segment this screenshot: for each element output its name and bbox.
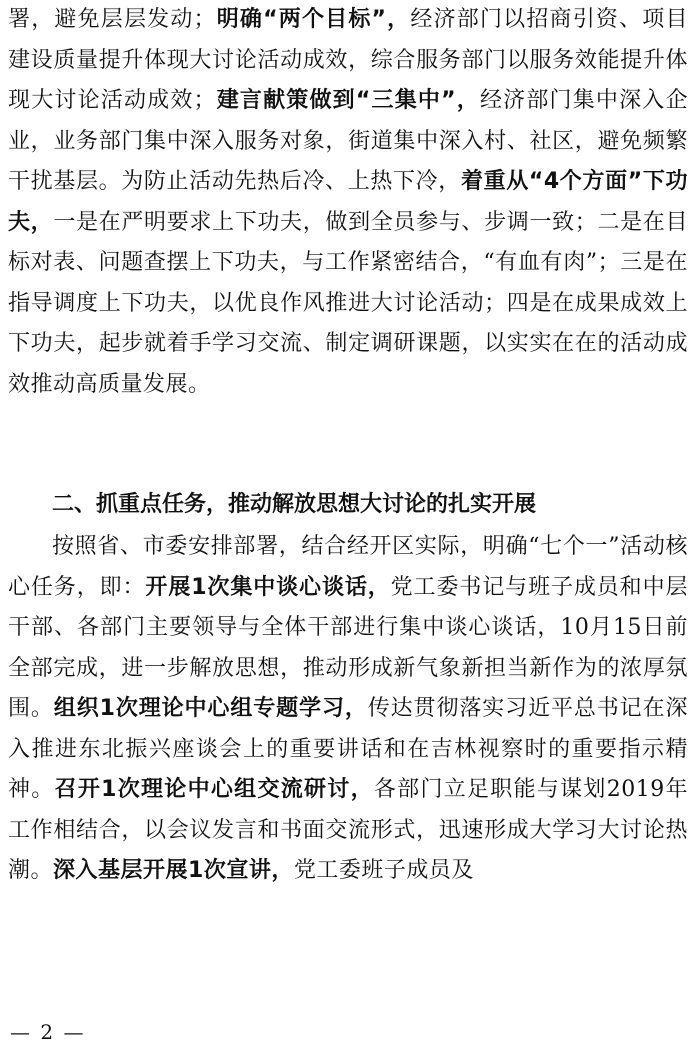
- body-paragraph-continued: [8, 0, 688, 405]
- page-number: — 2 —: [10, 1020, 86, 1044]
- paragraph-text: 一是在严明要求上下功夫，做到全员参与、步调一致；二是在目标对表、问题查摆上下功夫，与工作紧密结合，“有血有肉”；三是在指导调度上下功夫，以优良作风推进大讨论活动；四是在成果成效上下功夫，起步就着手学习交流、制定调研课题，以实实在在的活动成效推动高质量发展。: [8, 209, 688, 397]
- paragraph-text: 经济部门集中深入企业，业务部门集中深入服务对象，街道集中深入村、社区，避免频繁干扰基层。为防止活动先热后冷、上热下冷，: [8, 88, 688, 194]
- paragraph-text: 党工委书记与班子成员和中层干部、各部门主要领导与全体干部进行集中谈心谈话，10月15日前全部完成，进一步解放思想，推动形成新气象新担当新作为的浓厚氛围。: [8, 574, 688, 721]
- section-heading: 二、抓重点任务，推动解放思想大讨论的扎实开展: [52, 492, 537, 517]
- bold-phrase: 组织1次理论中心组专题学习，: [53, 696, 368, 721]
- bold-phrase: 着重从“4个方面”下功夫，: [8, 169, 688, 235]
- bold-phrase: 开展1次集中谈心谈话，: [145, 574, 391, 600]
- body-paragraph: [8, 527, 688, 892]
- bold-phrase: 明确“两个目标”，: [216, 7, 411, 32]
- paragraph-text: 按照省、市委安排部署，结合经开区实际，明确“七个一”活动核心任务，即：: [8, 534, 688, 600]
- bold-phrase: 深入基层开展1次宣讲，: [53, 858, 294, 883]
- bold-phrase: 建言献策做到“三集中”，: [216, 88, 480, 113]
- bold-phrase: 召开1次理论中心组交流研讨，: [54, 777, 374, 802]
- paragraph-text: 署，避免层层发动；: [8, 7, 217, 32]
- paragraph-text: 传达贯彻落实习近平总书记在深入推进东北振兴座谈会上的重要讲话和在吉林视察时的重要指示精神。: [8, 696, 688, 802]
- paragraph-text: 党工委班子成员及: [293, 858, 474, 883]
- paragraph-text: 经济部门以招商引资、项目建设质量提升体现大讨论活动成效，综合服务部门以服务效能提升体现大讨论活动成效；: [8, 7, 688, 113]
- paragraph-text: 各部门立足职能与谋划2019年工作相结合，以会议发言和书面交流形式，迅速形成大学习大讨论热潮。: [8, 777, 688, 883]
